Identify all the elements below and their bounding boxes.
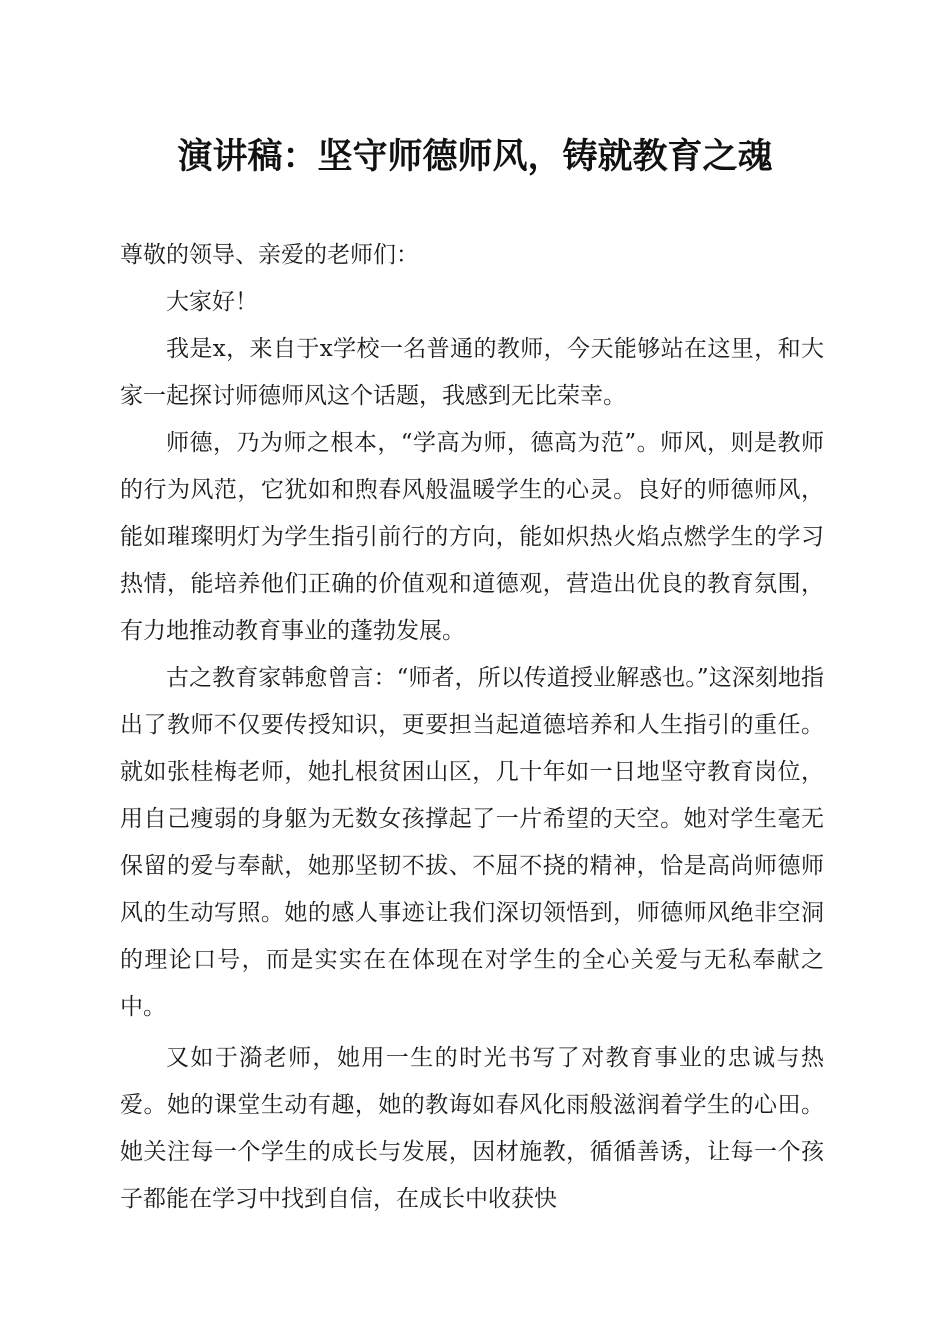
paragraph-yu-yi: 又如于漪老师，她用一生的时光书写了对教育事业的忠诚与热爱。她的课堂生动有趣，她的教诲如春风化雨般滋润着学生的心田。她关注每一个学生的成长与发展，因材施教，循循善诱，让每一个孩子都能在学习中找到自信，在成长中收获快 — [120, 1045, 824, 1212]
paragraph-greeting: 大家好！ — [166, 289, 258, 315]
paragraph-teacher-ethics: 师德，乃为师之根本，“学高为师，德高为范”。师风，则是教师的行为风范，它犹如和煦春风般温暖学生的心灵。良好的师德师风，能如璀璨明灯为学生指引前行的方向，能如炽热火焰点燃学生的学习热情，能培养他们正确的价值观和道德观，营造出优良的教育氛围，有力地推动教育事业的蓬勃发展。 — [120, 430, 824, 644]
paragraph-introduction: 我是x，来自于x学校一名普通的教师，今天能够站在这里，和大家一起探讨师德师风这个话题，我感到无比荣幸。 — [120, 336, 824, 409]
salutation: 尊敬的领导、亲爱的老师们： — [120, 242, 419, 268]
document-body — [120, 232, 824, 1223]
paragraph-han-yu-zhang-guimei: 古之教育家韩愈曾言：“师者，所以传道授业解惑也。”这深刻地指出了教师不仅要传授知识，更要担当起道德培养和人生指引的重任。就如张桂梅老师，她扎根贫困山区，几十年如一日地坚守教育岗位，用自己瘦弱的身躯为无数女孩撑起了一片希望的天空。她对学生毫无保留的爱与奉献，她那坚韧不拔、不屈不挠的精神，恰是高尚师德师风的生动写照。她的感人事迹让我们深切领悟到，师德师风绝非空洞的理论口号，而是实实在在体现在对学生的全心关爱与无私奉献之中。 — [120, 665, 824, 1020]
document-title: 演讲稿：坚守师德师风，铸就教育之魂 — [177, 136, 773, 177]
